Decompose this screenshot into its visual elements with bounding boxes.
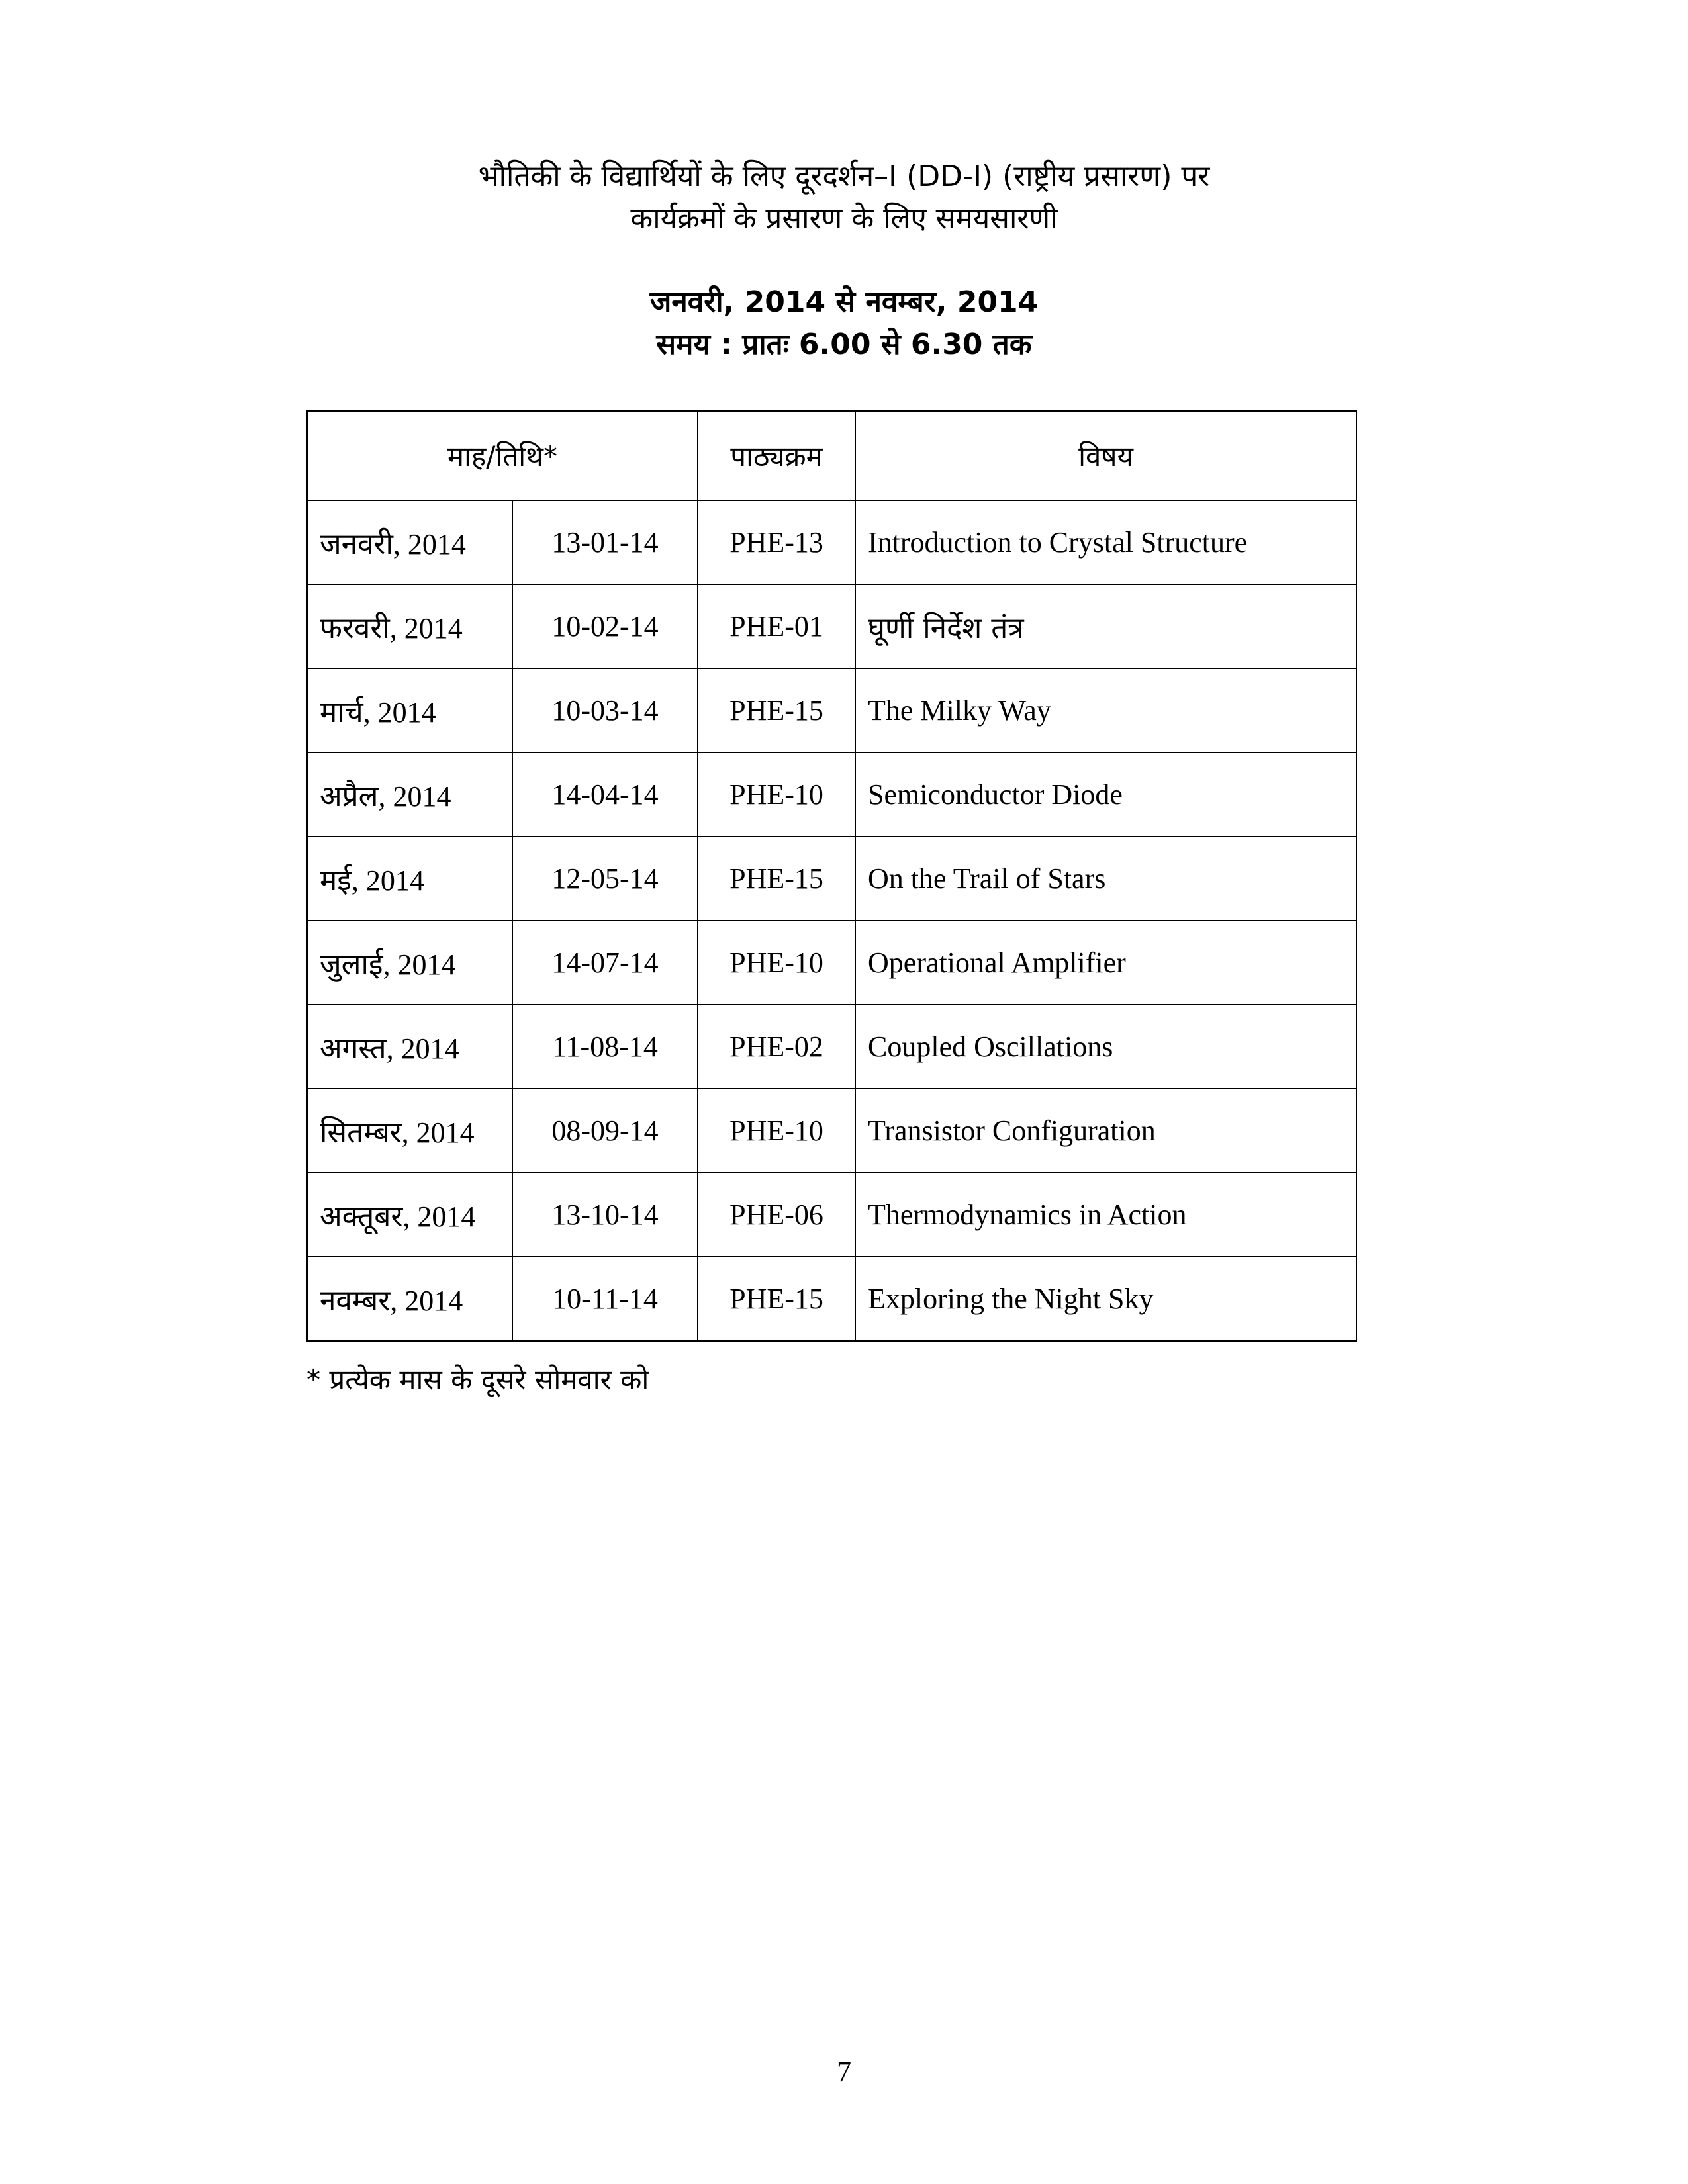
cell-topic: Operational Amplifier: [855, 921, 1356, 1005]
title-line-2: कार्यक्रमों के प्रसारण के लिए समयसारणी: [630, 202, 1058, 236]
cell-month: अप्रैल, 2014: [307, 752, 512, 837]
table-row: [307, 1089, 1356, 1173]
cell-topic: Introduction to Crystal Structure: [855, 500, 1356, 584]
cell-date: 10-03-14: [512, 668, 698, 752]
cell-course: PHE-06: [698, 1173, 855, 1257]
table-header-row: [307, 411, 1356, 500]
table-row: [307, 1257, 1356, 1341]
cell-course: PHE-10: [698, 1089, 855, 1173]
cell-topic: Thermodynamics in Action: [855, 1173, 1356, 1257]
cell-course: PHE-13: [698, 500, 855, 584]
cell-month: अक्तूबर, 2014: [307, 1173, 512, 1257]
table-row: [307, 500, 1356, 584]
cell-date: 12-05-14: [512, 837, 698, 921]
document-title: [0, 156, 1688, 240]
cell-month: नवम्बर, 2014: [307, 1257, 512, 1341]
cell-month: फरवरी, 2014: [307, 584, 512, 668]
table-row: [307, 668, 1356, 752]
table-row: [307, 1005, 1356, 1089]
cell-topic: Coupled Oscillations: [855, 1005, 1356, 1089]
header-topic: विषय: [855, 411, 1356, 500]
period-line: जनवरी, 2014 से नवम्बर, 2014: [649, 285, 1039, 319]
cell-month: सितम्बर, 2014: [307, 1089, 512, 1173]
cell-course: PHE-10: [698, 752, 855, 837]
cell-month: जुलाई, 2014: [307, 921, 512, 1005]
table-row: [307, 752, 1356, 837]
cell-date: 13-10-14: [512, 1173, 698, 1257]
cell-date: 10-11-14: [512, 1257, 698, 1341]
cell-topic: On the Trail of Stars: [855, 837, 1356, 921]
cell-course: PHE-02: [698, 1005, 855, 1089]
schedule-period: [0, 281, 1688, 366]
page-number: 7: [837, 2056, 851, 2088]
header-course: पाठ्यक्रम: [698, 411, 855, 500]
cell-topic: Semiconductor Diode: [855, 752, 1356, 837]
table-row: [307, 1173, 1356, 1257]
cell-month: अगस्त, 2014: [307, 1005, 512, 1089]
cell-course: PHE-15: [698, 1257, 855, 1341]
header-month-date: माह/तिथि*: [307, 411, 698, 500]
cell-topic: Exploring the Night Sky: [855, 1257, 1356, 1341]
table-row: [307, 584, 1356, 668]
title-line-1: भौतिकी के विद्यार्थियों के लिए दूरदर्शन–I (DD-I) (राष्ट्रीय प्रसारण) पर: [478, 159, 1210, 193]
cell-course: PHE-15: [698, 837, 855, 921]
cell-course: PHE-10: [698, 921, 855, 1005]
cell-topic: The Milky Way: [855, 668, 1356, 752]
footnote: * प्रत्येक मास के दूसरे सोमवार को: [306, 1363, 649, 1396]
cell-date: 08-09-14: [512, 1089, 698, 1173]
time-line: समय : प्रातः 6.00 से 6.30 तक: [656, 328, 1032, 361]
cell-month: जनवरी, 2014: [307, 500, 512, 584]
cell-month: मार्च, 2014: [307, 668, 512, 752]
cell-date: 11-08-14: [512, 1005, 698, 1089]
cell-date: 14-07-14: [512, 921, 698, 1005]
cell-date: 14-04-14: [512, 752, 698, 837]
cell-topic: घूर्णी निर्देश तंत्र: [855, 584, 1356, 668]
cell-date: 10-02-14: [512, 584, 698, 668]
cell-topic: Transistor Configuration: [855, 1089, 1356, 1173]
cell-course: PHE-01: [698, 584, 855, 668]
cell-course: PHE-15: [698, 668, 855, 752]
cell-date: 13-01-14: [512, 500, 698, 584]
table-row: [307, 837, 1356, 921]
cell-month: मई, 2014: [307, 837, 512, 921]
table-row: [307, 921, 1356, 1005]
schedule-table: [306, 410, 1357, 1342]
